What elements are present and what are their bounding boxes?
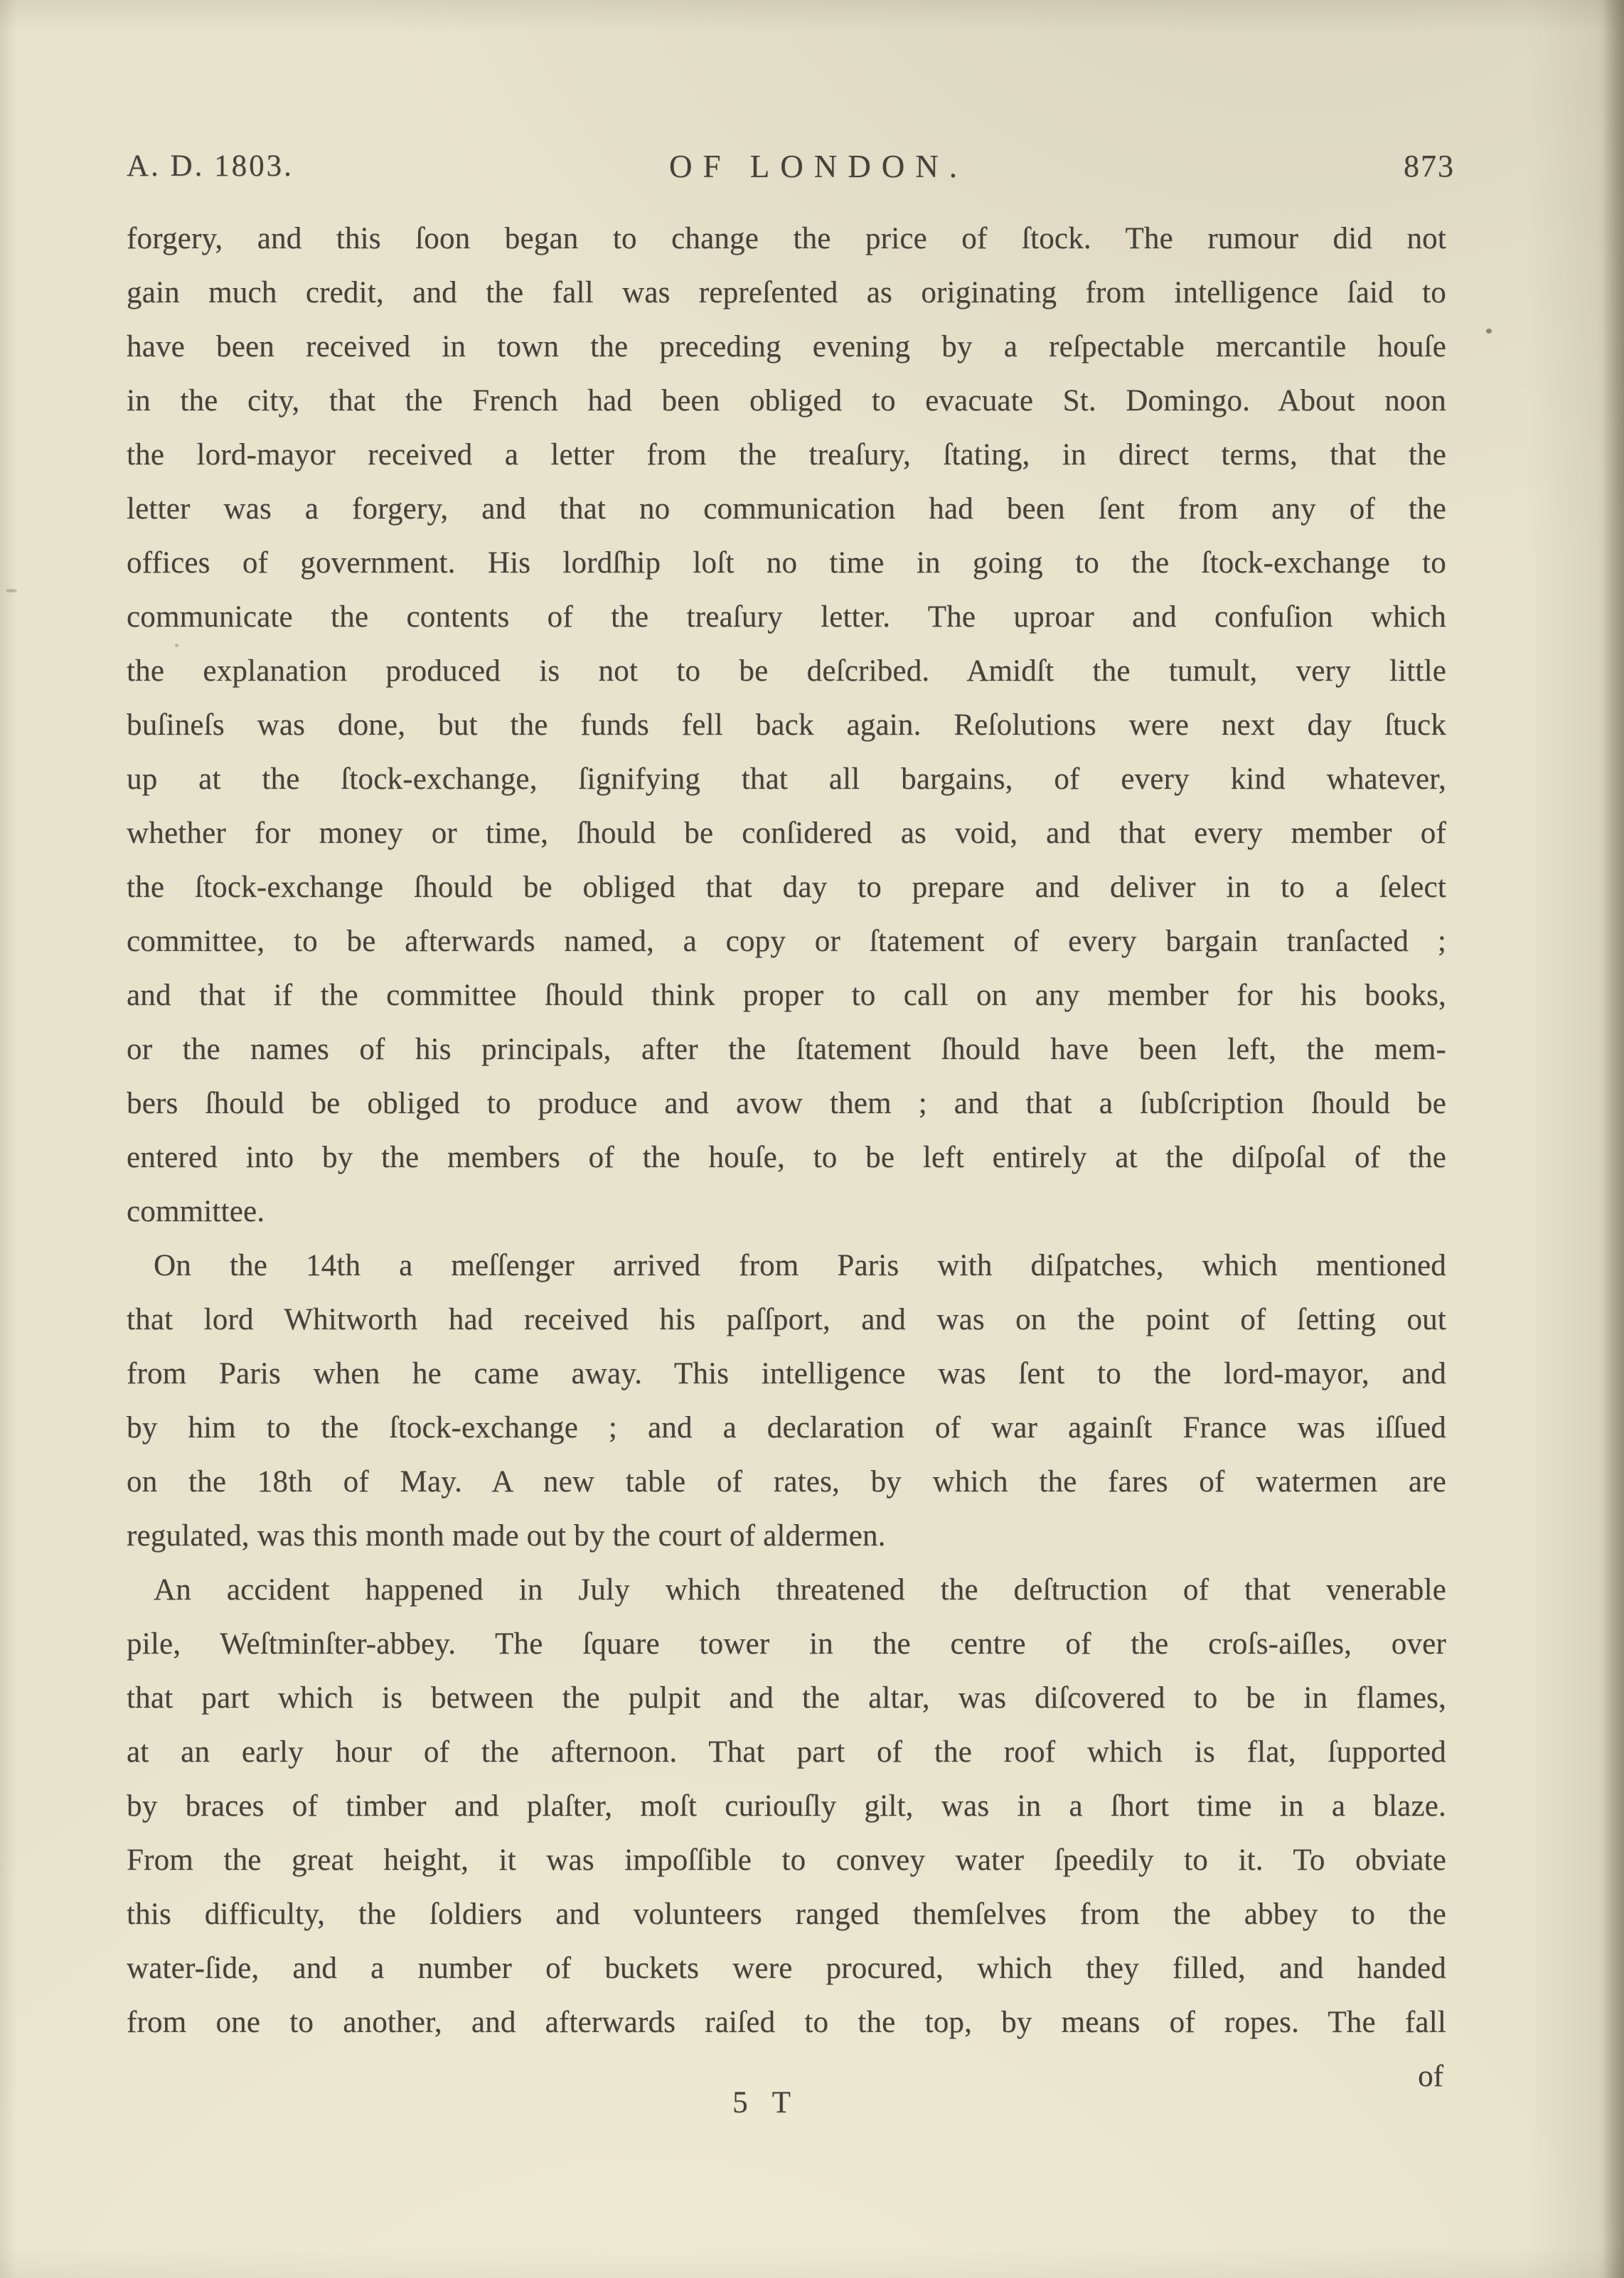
text-line: forgery, and this ſoon began to change the price of ſtock. The rumour did not	[127, 222, 1446, 255]
text-line: or the names of his principals, after the ſtatement ſhould have been left, the mem-	[127, 1033, 1446, 1066]
text-line: and that if the committee ſhould think proper to call on any member for his books,	[127, 979, 1446, 1012]
text-line: the explanation produced is not to be deſcribed. Amidſt the tumult, very little	[127, 654, 1446, 688]
text-line: entered into by the members of the houſe, to be left entirely at the diſpoſal of the	[127, 1141, 1446, 1174]
text-line: from Paris when he came away. This intelligence was ſent to the lord-mayor, and	[127, 1357, 1446, 1390]
running-header	[127, 139, 1455, 193]
header-title: OF LONDON.	[669, 149, 968, 184]
page-body	[127, 212, 1446, 2050]
text-line: On the 14th a meſſenger arrived from Paris with diſpatches, which mentioned	[154, 1249, 1446, 1282]
paper-speck	[6, 589, 17, 592]
text-line: that lord Whitworth had received his paſſport, and was on the point of ſetting out	[127, 1303, 1446, 1336]
signature-mark: 5 T	[732, 2086, 799, 2119]
paragraph	[127, 1239, 1446, 1563]
text-line: the lord-mayor received a letter from the treaſury, ſtating, in direct terms, that the	[127, 438, 1446, 472]
text-line: buſineſs was done, but the funds fell back again. Reſolutions were next day ſtuck	[127, 708, 1446, 742]
text-line: at an early hour of the afternoon. That part of the roof which is flat, ſupported	[127, 1735, 1446, 1769]
text-line: whether for money or time, ſhould be conſidered as void, and that every member of	[127, 816, 1446, 850]
text-line: have been received in town the preceding evening by a reſpectable mercantile houſe	[127, 330, 1446, 363]
text-line: that part which is between the pulpit and the altar, was diſcovered to be in flames,	[127, 1681, 1446, 1715]
page-footer	[127, 2050, 1446, 2171]
text-line: up at the ſtock-exchange, ſignifying that all bargains, of every kind whatever,	[127, 762, 1446, 796]
text-line: An accident happened in July which threatened the deſtruction of that venerable	[154, 1573, 1446, 1607]
text-line: on the 18th of May. A new table of rates, by which the fares of watermen are	[127, 1465, 1446, 1499]
paragraph	[127, 212, 1446, 1239]
paragraph	[127, 1563, 1446, 2050]
header-date: A. D. 1803.	[127, 149, 294, 183]
text-line: communicate the contents of the treaſury letter. The uproar and confuſion which	[127, 600, 1446, 634]
text-line: From the great height, it was impoſſible to convey water ſpeedily to it. To obviate	[127, 1843, 1446, 1877]
page-edge-shadow	[1603, 0, 1624, 2278]
text-line: from one to another, and afterwards raiſed to the top, by means of ropes. The fall	[127, 2006, 1446, 2039]
paper-speck	[1486, 329, 1492, 334]
text-line: offices of government. His lordſhip loſt no time in going to the ſtock-exchange to	[127, 546, 1446, 580]
text-line: regulated, was this month made out by the court of aldermen.	[127, 1519, 886, 1553]
text-line: committee, to be afterwards named, a copy or ſtatement of every bargain tranſacted ;	[127, 925, 1446, 958]
text-line: letter was a forgery, and that no communication had been ſent from any of the	[127, 492, 1446, 526]
text-line: pile, Weſtminſter-abbey. The ſquare tower in the centre of the croſs-aiſles, over	[127, 1627, 1446, 1661]
text-line: by braces of timber and plaſter, moſt curiouſly gilt, was in a ſhort time in a blaze.	[127, 1789, 1446, 1823]
text-line: water-ſide, and a number of buckets were procured, which they filled, and handed	[127, 1952, 1446, 1985]
text-line: this difficulty, the ſoldiers and volunteers ranged themſelves from the abbey to the	[127, 1898, 1446, 1931]
paper-speck	[175, 644, 178, 647]
text-line: the ſtock-exchange ſhould be obliged that day to prepare and deliver in to a ſelect	[127, 871, 1446, 904]
text-line: committee.	[127, 1195, 265, 1228]
text-line: bers ſhould be obliged to produce and avow them ; and that a ſubſcription ſhould be	[127, 1087, 1446, 1120]
text-line: in the city, that the French had been obliged to evacuate St. Domingo. About noon	[127, 384, 1446, 417]
page-content	[127, 139, 1455, 2171]
catchword: of	[1418, 2060, 1443, 2093]
text-line: gain much credit, and the fall was repreſented as originating from intelligence ſaid to	[127, 276, 1446, 309]
page-number: 873	[1404, 149, 1455, 183]
text-line: by him to the ſtock-exchange ; and a declaration of war againſt France was iſſued	[127, 1411, 1446, 1444]
